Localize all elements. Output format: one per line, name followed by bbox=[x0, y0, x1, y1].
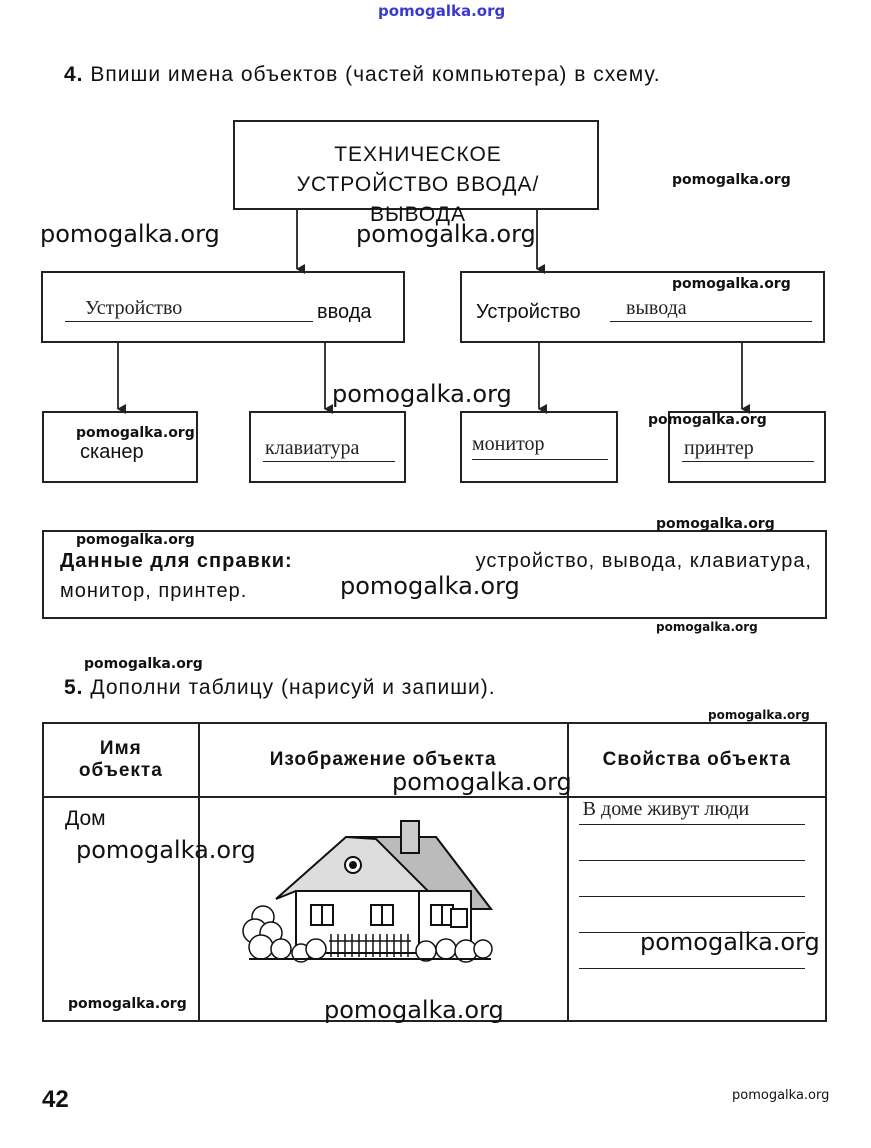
property-line-3 bbox=[579, 896, 805, 897]
cell-object-properties bbox=[568, 797, 826, 1021]
watermark: pomogalka.org bbox=[84, 656, 203, 672]
watermark: pomogalka.org bbox=[76, 532, 195, 548]
output-device-handwritten: вывода bbox=[626, 297, 687, 319]
house-window bbox=[451, 909, 467, 927]
page-number: 42 bbox=[42, 1086, 69, 1113]
watermark: pomogalka.org bbox=[732, 1088, 830, 1103]
reference-label: Данные для справки: bbox=[60, 550, 293, 572]
top-box-label: ТЕХНИЧЕСКОЕ УСТРОЙСТВО ВВОДА/ВЫВОДА bbox=[296, 143, 540, 226]
reference-words-1: устройство, вывода, клавиатура, bbox=[475, 550, 812, 572]
property-line-5 bbox=[579, 968, 805, 969]
watermark: pomogalka.org bbox=[40, 220, 220, 248]
leaf-monitor-label: монитор bbox=[472, 433, 545, 455]
watermark: pomogalka.org bbox=[640, 928, 820, 956]
watermark: pomogalka.org bbox=[76, 425, 195, 441]
task4-text: Впиши имена объектов (частей компьютера) в схему. bbox=[90, 63, 661, 86]
watermark-top: pomogalka.org bbox=[378, 2, 506, 20]
task5-text: Дополни таблицу (нарисуй и запиши). bbox=[90, 676, 496, 699]
watermark: pomogalka.org bbox=[656, 620, 758, 634]
output-device-printed: Устройство bbox=[476, 301, 581, 323]
cell-object-name bbox=[43, 797, 199, 1021]
task5-heading bbox=[64, 676, 496, 700]
watermark: pomogalka.org bbox=[672, 172, 791, 188]
task5-table bbox=[42, 722, 827, 1022]
reference-words-2: монитор, принтер. bbox=[60, 580, 248, 602]
leaf-keyboard-label: клавиатура bbox=[265, 437, 360, 459]
leaf-printer-label: принтер bbox=[684, 437, 754, 459]
object-name-value: Дом bbox=[65, 807, 106, 830]
watermark: pomogalka.org bbox=[76, 836, 256, 864]
watermark: pomogalka.org bbox=[324, 996, 504, 1024]
property-line-2 bbox=[579, 860, 805, 861]
task4-number: 4. bbox=[64, 63, 84, 86]
header-object-properties: Свойства объекта bbox=[568, 723, 826, 797]
task5-number: 5. bbox=[64, 676, 84, 699]
house-chimney bbox=[401, 821, 419, 853]
header-object-image: Изображение объекта bbox=[199, 723, 568, 797]
header-object-name: Имя объекта bbox=[43, 723, 199, 797]
property-value: В доме живут люди bbox=[582, 798, 750, 820]
leaf-scanner-label: сканер bbox=[80, 441, 144, 463]
input-device-printed: ввода bbox=[317, 301, 372, 323]
watermark: pomogalka.org bbox=[648, 412, 767, 428]
watermark: pomogalka.org bbox=[392, 768, 572, 796]
cell-object-image bbox=[199, 797, 568, 1021]
watermark: pomogalka.org bbox=[708, 708, 810, 722]
watermark: pomogalka.org bbox=[332, 380, 512, 408]
watermark: pomogalka.org bbox=[340, 572, 520, 600]
input-device-handwritten: Устройство bbox=[85, 297, 183, 319]
watermark: pomogalka.org bbox=[656, 516, 775, 532]
house-drawing bbox=[201, 799, 566, 1014]
property-line-1 bbox=[579, 824, 805, 825]
watermark: pomogalka.org bbox=[356, 220, 536, 248]
diagram-arrows bbox=[0, 0, 871, 520]
watermark: pomogalka.org bbox=[672, 276, 791, 292]
watermark: pomogalka.org bbox=[68, 996, 187, 1012]
reference-line1 bbox=[60, 550, 812, 573]
